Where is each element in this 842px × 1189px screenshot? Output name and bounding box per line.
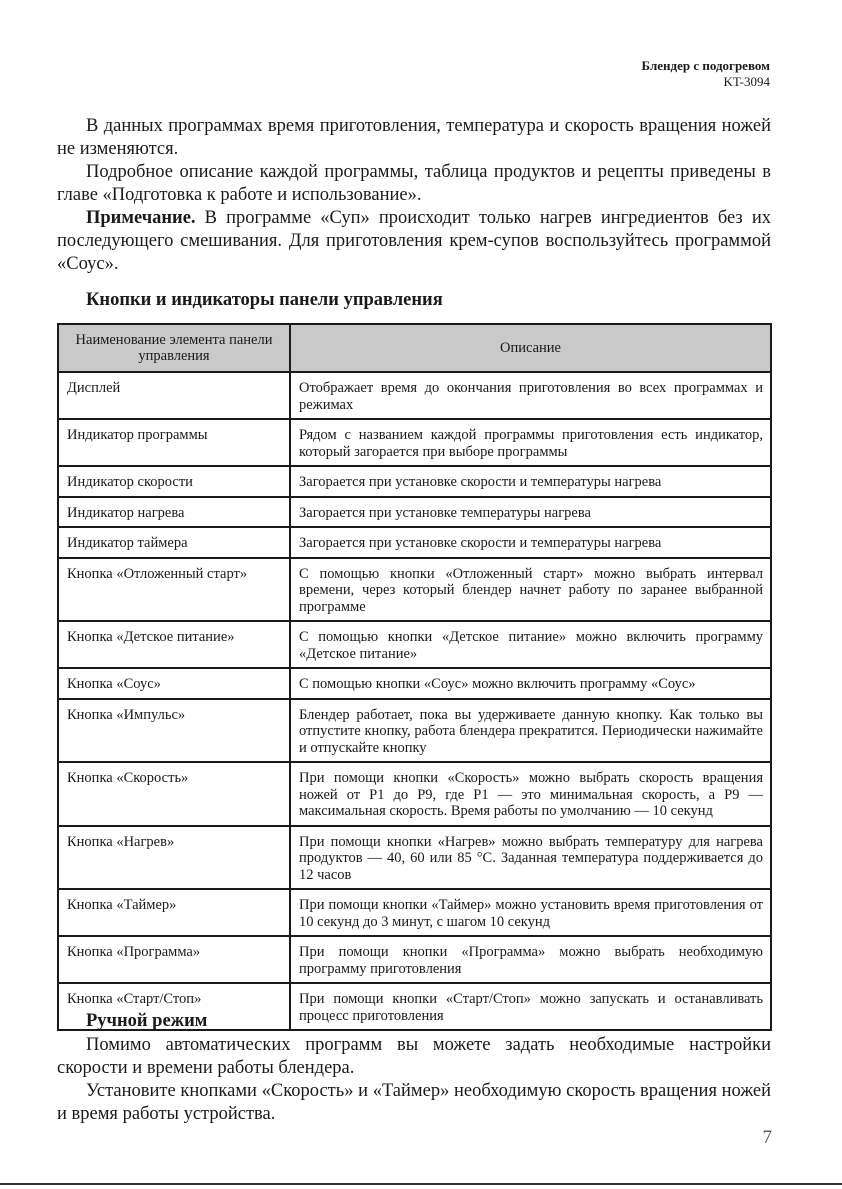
table-row	[58, 668, 771, 699]
table-cell-element-name: Кнопка «Детское питание»	[58, 621, 290, 668]
intro-paragraph-2: Подробное описание каждой программы, таблица продуктов и рецепты приведены в главе «Подготовка к работе и использование».	[57, 162, 771, 205]
manual-mode-heading: Ручной режим	[86, 1011, 208, 1031]
manual-paragraph-2: Установите кнопками «Скорость» и «Таймер» необходимую скорость вращения ножей и время работы устройства.	[57, 1081, 771, 1124]
table-cell-description: С помощью кнопки «Детское питание» можно включить программу «Детское питание»	[290, 621, 771, 668]
table-cell-element-name: Индикатор нагрева	[58, 497, 290, 528]
column-header-name: Наименование элемента панели управления	[58, 324, 290, 372]
table-row	[58, 419, 771, 466]
intro-paragraph-1: В данных программах время приготовления, температура и скорость вращения ножей не изменяются.	[57, 116, 771, 159]
table-heading: Кнопки и индикаторы панели управления	[86, 290, 443, 310]
table-cell-element-name: Кнопка «Таймер»	[58, 889, 290, 936]
header-model: KT-3094	[723, 74, 770, 89]
table-row	[58, 558, 771, 622]
header-title: Блендер с подогревом	[641, 58, 770, 73]
manual-paragraph-1: Помимо автоматических программ вы можете задать необходимые настройки скорости и времени работы блендера.	[57, 1035, 771, 1078]
table-row	[58, 527, 771, 558]
table-cell-element-name: Кнопка «Импульс»	[58, 699, 290, 763]
table-row	[58, 826, 771, 890]
table-cell-element-name: Кнопка «Отложенный старт»	[58, 558, 290, 622]
table-row	[58, 762, 771, 826]
page-number: 7	[762, 1127, 772, 1148]
note-label: Примечание.	[86, 208, 196, 228]
intro-section	[57, 115, 771, 276]
table-cell-element-name: Кнопка «Соус»	[58, 668, 290, 699]
table-cell-element-name: Индикатор скорости	[58, 466, 290, 497]
table-body	[58, 372, 771, 1030]
table-cell-element-name: Кнопка «Скорость»	[58, 762, 290, 826]
table-header-row	[58, 324, 771, 372]
manual-mode-section	[57, 1034, 771, 1126]
running-header	[642, 58, 770, 90]
note-paragraph	[57, 207, 771, 276]
table-cell-description: При помощи кнопки «Скорость» можно выбрать скорость вращения ножей от Р1 до Р9, где Р1 — это минимальная скорость, а Р9 — максимальная скорость. Время работы по умолчанию — 10 секунд	[290, 762, 771, 826]
note-text: В программе «Суп» происходит только нагрев ингредиентов без их последующего смешивания. Для приготовления крем-супов воспользуйтесь программой «Соус».	[57, 208, 771, 274]
table-cell-element-name: Дисплей	[58, 372, 290, 419]
controls-table	[57, 323, 772, 1031]
table-cell-description: При помощи кнопки «Нагрев» можно выбрать температуру для нагрева продуктов — 40, 60 или 85 °С. Заданная температура поддерживается до 12 часов	[290, 826, 771, 890]
table-cell-description: С помощью кнопки «Отложенный старт» можно выбрать интервал времени, через который блендер начнет работу по заранее выбранной программе	[290, 558, 771, 622]
table-row	[58, 466, 771, 497]
table-row	[58, 372, 771, 419]
table-cell-element-name: Индикатор таймера	[58, 527, 290, 558]
table-cell-description: Отображает время до окончания приготовления во всех программах и режимах	[290, 372, 771, 419]
table-row	[58, 699, 771, 763]
table-cell-element-name: Индикатор программы	[58, 419, 290, 466]
table-row	[58, 936, 771, 983]
table-cell-description: Блендер работает, пока вы удерживаете данную кнопку. Как только вы отпустите кнопку, работа блендера прекратится. Периодически нажимайте и отпускайте кнопку	[290, 699, 771, 763]
table-cell-element-name: Кнопка «Программа»	[58, 936, 290, 983]
table-row	[58, 497, 771, 528]
table-cell-description: При помощи кнопки «Таймер» можно установить время приготовления от 10 секунд до 3 минут, с шагом 10 секунд	[290, 889, 771, 936]
table-cell-description: При помощи кнопки «Старт/Стоп» можно запускать и останавливать процесс приготовления	[290, 983, 771, 1030]
table-cell-element-name: Кнопка «Старт/Стоп»	[58, 983, 290, 1030]
table-cell-description: Рядом с названием каждой программы приготовления есть индикатор, который загорается при выборе программы	[290, 419, 771, 466]
table-cell-element-name: Кнопка «Нагрев»	[58, 826, 290, 890]
table-cell-description: Загорается при установке скорости и температуры нагрева	[290, 527, 771, 558]
table-row	[58, 621, 771, 668]
bottom-rule	[0, 1183, 842, 1185]
table-cell-description: Загорается при установке скорости и температуры нагрева	[290, 466, 771, 497]
table-row	[58, 889, 771, 936]
column-header-description: Описание	[290, 324, 771, 372]
table-cell-description: С помощью кнопки «Соус» можно включить программу «Соус»	[290, 668, 771, 699]
table-cell-description: Загорается при установке температуры нагрева	[290, 497, 771, 528]
table-cell-description: При помощи кнопки «Программа» можно выбрать необходимую программу приготовления	[290, 936, 771, 983]
